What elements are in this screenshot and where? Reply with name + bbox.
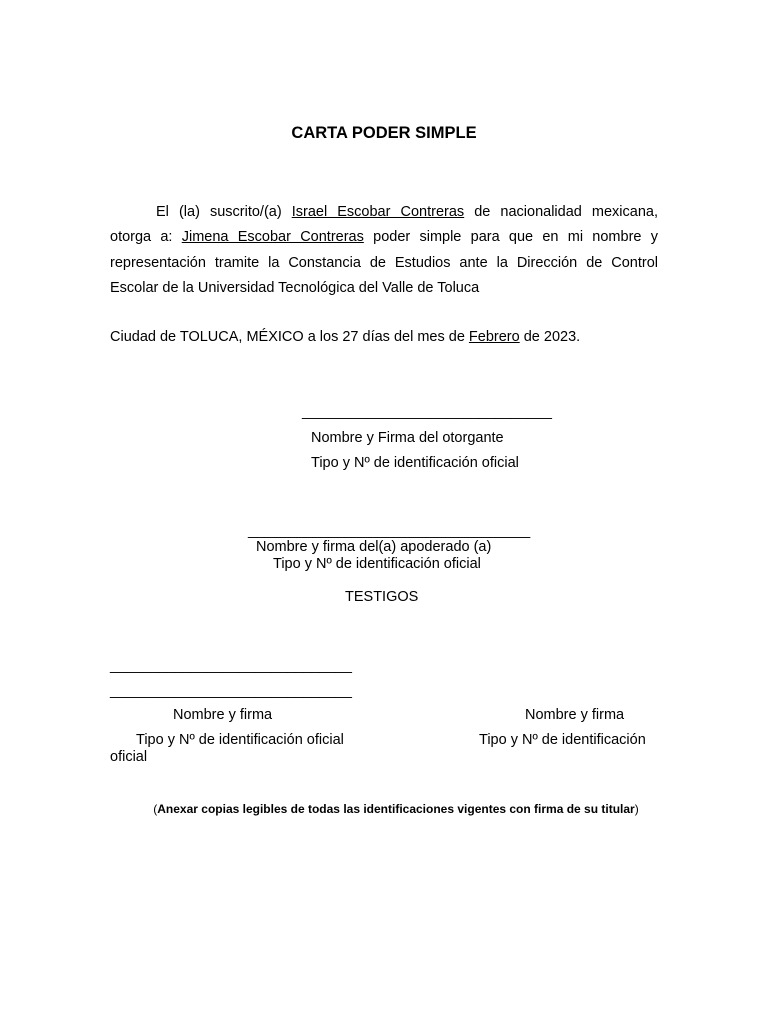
witness-line-2: ______________________________	[110, 683, 352, 699]
body-paragraph	[110, 200, 658, 301]
grantor-signature-label: Nombre y Firma del otorgante	[311, 430, 504, 446]
body-line-2	[110, 225, 658, 250]
witnesses-heading: TESTIGOS	[345, 589, 419, 605]
purpose-text-1: poder simple para que en mi nombre y	[373, 229, 658, 246]
place-date-prefix: Ciudad de TOLUCA, MÉXICO a los 27 días del mes de	[110, 329, 465, 345]
note-text: Anexar copias legibles de todas las identificaciones vigentes con firma de su titular	[157, 802, 635, 816]
grantor-signature-line: _______________________________	[302, 404, 552, 420]
note-close-paren: )	[634, 802, 639, 816]
note-open-paren: (	[153, 802, 158, 816]
witness-id-wrap: oficial	[110, 749, 148, 765]
witness-right-label: Nombre y firma	[525, 707, 625, 723]
witness-left-id: Tipo y Nº de identificación oficial	[136, 732, 344, 748]
witness-left-label: Nombre y firma	[173, 707, 273, 723]
grants-to-text: otorga a:	[110, 229, 173, 246]
body-line-3: representación tramite la Constancia de Estudios ante la Dirección de Control	[110, 254, 658, 271]
nationality-text: de nacionalidad mexicana,	[474, 204, 658, 220]
document-title: CARTA PODER SIMPLE	[291, 124, 477, 142]
annex-note	[0, 802, 768, 816]
place-date-line	[110, 329, 580, 345]
proxy-name: Jimena Escobar Contreras	[181, 229, 364, 246]
witness-right-id: Tipo y Nº de identificación	[479, 732, 646, 748]
proxy-signature-line: ___________________________________	[248, 523, 531, 539]
grantor-name: Israel Escobar Contreras	[291, 204, 465, 220]
grantor-id-label: Tipo y Nº de identificación oficial	[311, 455, 519, 471]
place-date-suffix: de 2023.	[523, 329, 581, 345]
witness-line-1: ______________________________	[110, 658, 352, 674]
proxy-id-label: Tipo y Nº de identificación oficial	[273, 556, 481, 572]
body-line-4: Escolar de la Universidad Tecnológica del Valle de Toluca	[110, 279, 480, 296]
proxy-signature-label: Nombre y firma del(a) apoderado (a)	[256, 539, 492, 555]
date-month: Febrero	[468, 329, 520, 345]
intro-text: El (la) suscrito/(a)	[156, 204, 282, 220]
body-line-1	[110, 200, 658, 225]
